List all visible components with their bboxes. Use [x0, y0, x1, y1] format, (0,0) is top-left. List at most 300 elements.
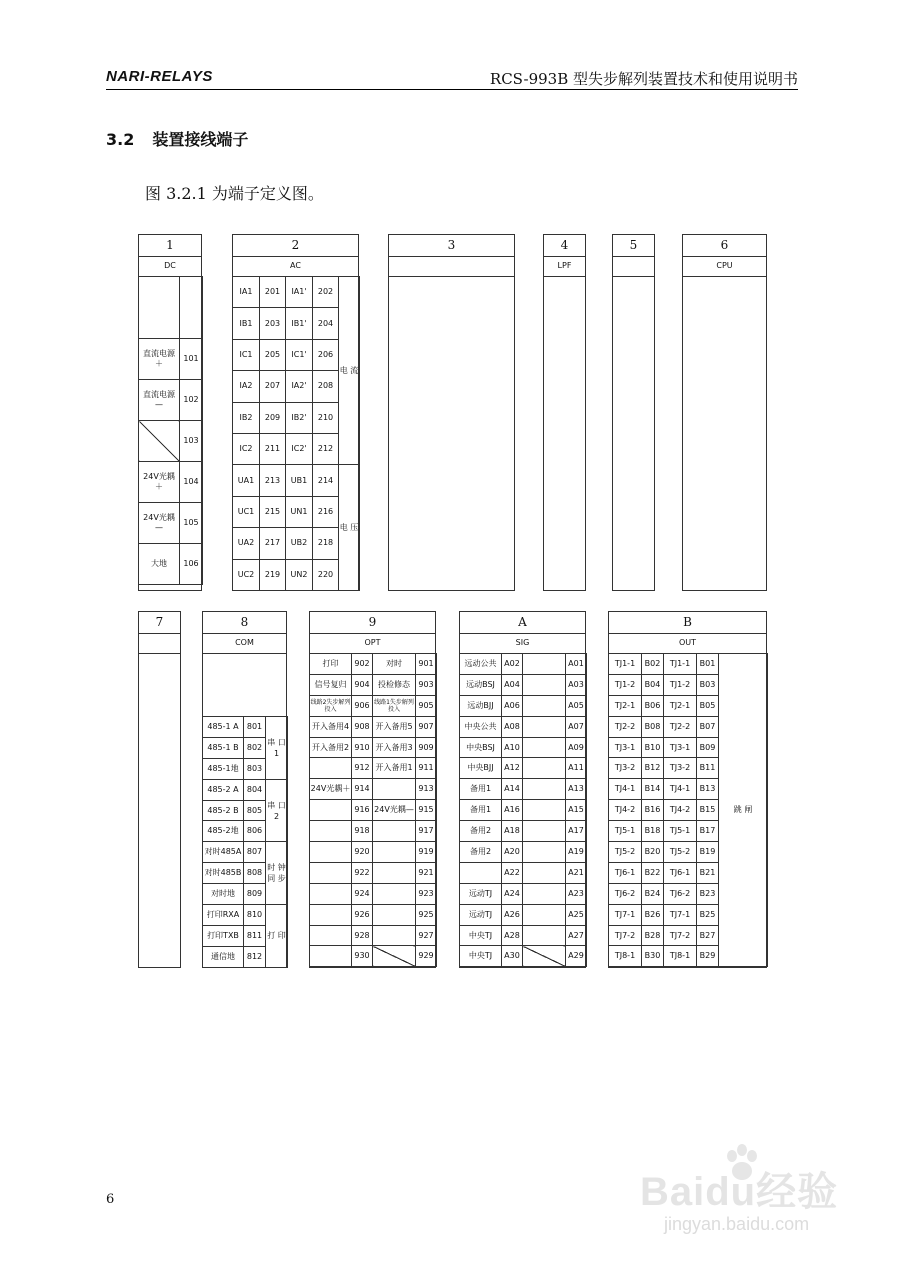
terminal-pin: A04 — [502, 674, 523, 695]
terminal-row — [139, 339, 203, 380]
section-heading — [106, 127, 248, 150]
header-brand: NARI-RELAYS — [106, 68, 213, 85]
terminal-pin: B02 — [642, 654, 664, 675]
terminal-name: TJ6-2 — [609, 883, 642, 904]
terminal-name: IB1 — [233, 308, 260, 339]
terminal-pin: 901 — [416, 654, 437, 675]
terminal-name: TJ7-2 — [664, 925, 697, 946]
terminal-name: 24V光耦— — [373, 800, 416, 821]
terminal-name — [373, 821, 416, 842]
terminal-row — [460, 716, 587, 737]
terminal-name: TJ1-2 — [664, 674, 697, 695]
terminal-row — [460, 758, 587, 779]
terminal-name: 打印RXA — [203, 905, 244, 926]
terminal-name: 备用2 — [460, 842, 502, 863]
intro-paragraph: 图 3.2.1 为端子定义图。 — [145, 184, 324, 203]
terminal-pin: 215 — [260, 496, 286, 527]
terminal-name: 远动BSJ — [460, 674, 502, 695]
terminal-name: 远动BJJ — [460, 695, 502, 716]
group-label: 串 口 1 — [266, 717, 288, 780]
terminal-pin: B28 — [642, 925, 664, 946]
terminal-pin: A26 — [502, 904, 523, 925]
terminal-pin: A12 — [502, 758, 523, 779]
terminal-name: 中央TJ — [460, 946, 502, 967]
terminal-row — [203, 842, 288, 863]
terminal-pin: B26 — [642, 904, 664, 925]
terminal-name — [523, 821, 566, 842]
terminal-pin: 803 — [244, 758, 266, 779]
terminal-pin: 219 — [260, 559, 286, 590]
board-8 — [202, 611, 287, 968]
board-label — [389, 256, 514, 277]
board-9 — [309, 611, 436, 968]
terminal-name — [523, 737, 566, 758]
terminal-pin: 921 — [416, 862, 437, 883]
terminal-pin: 213 — [260, 465, 286, 496]
terminal-name: 对时 — [373, 654, 416, 675]
terminal-row — [460, 862, 587, 883]
terminal-name: 直流电源 ＋ — [139, 339, 180, 380]
baidu-watermark — [640, 1148, 860, 1248]
terminal-name: TJ7-1 — [609, 904, 642, 925]
terminal-name: TJ1-1 — [664, 654, 697, 675]
terminal-name: TJ7-2 — [609, 925, 642, 946]
terminal-name: 485-2地 — [203, 821, 244, 842]
terminal-name: 开入备用4 — [310, 716, 352, 737]
terminal-name — [310, 883, 352, 904]
terminal-name: 485-1 B — [203, 737, 244, 758]
terminal-name — [523, 654, 566, 675]
board-7 — [138, 611, 181, 968]
terminal-pin: B27 — [697, 925, 719, 946]
terminal-pin: 801 — [244, 717, 266, 738]
terminal-pin: A20 — [502, 842, 523, 863]
terminal-row — [139, 544, 203, 585]
terminal-pin: 928 — [352, 925, 373, 946]
board-label: SIG — [460, 633, 585, 654]
group-label-trip: 跳 闸 — [719, 654, 768, 967]
board-number: 1 — [139, 235, 201, 257]
board-label — [139, 633, 180, 654]
terminal-row — [609, 654, 768, 675]
terminal-table — [232, 276, 360, 591]
terminal-name — [523, 946, 566, 967]
terminal-name: TJ2-1 — [609, 695, 642, 716]
terminal-pin: A08 — [502, 716, 523, 737]
terminal-name: 开入备用1 — [373, 758, 416, 779]
terminal-pin: 926 — [352, 904, 373, 925]
terminal-pin: 802 — [244, 737, 266, 758]
terminal-name — [310, 946, 352, 967]
terminal-pin: 907 — [416, 716, 437, 737]
terminal-name: 485-2 A — [203, 779, 244, 800]
terminal-name: IA2 — [233, 371, 260, 402]
board-number: 3 — [389, 235, 514, 257]
terminal-name: 打印TXB — [203, 925, 244, 946]
terminal-name: TJ8-1 — [664, 946, 697, 967]
header-title: RCS-993B 型失步解列装置技术和使用说明书 — [489, 70, 798, 88]
terminal-pin: B04 — [642, 674, 664, 695]
terminal-pin: 913 — [416, 779, 437, 800]
terminal-pin: B21 — [697, 862, 719, 883]
board-b — [608, 611, 767, 968]
terminal-pin: A06 — [502, 695, 523, 716]
terminal-pin: 209 — [260, 402, 286, 433]
terminal-pin: 810 — [244, 905, 266, 926]
terminal-name — [373, 779, 416, 800]
terminal-pin: 804 — [244, 779, 266, 800]
terminal-name — [310, 862, 352, 883]
terminal-pin: 903 — [416, 674, 437, 695]
terminal-pin: 203 — [260, 308, 286, 339]
terminal-pin: 916 — [352, 800, 373, 821]
terminal-name — [523, 883, 566, 904]
terminal-pin: 207 — [260, 371, 286, 402]
terminal-name: 信号复归 — [310, 674, 352, 695]
terminal-name: UC1 — [233, 496, 260, 527]
terminal-name: TJ8-1 — [609, 946, 642, 967]
terminal-name: TJ3-1 — [664, 737, 697, 758]
terminal-name — [523, 779, 566, 800]
terminal-pin: A14 — [502, 779, 523, 800]
terminal-name: UA2 — [233, 528, 260, 559]
group-label: 打 印 — [266, 905, 288, 968]
terminal-row — [310, 716, 437, 737]
terminal-name: 开入备用5 — [373, 716, 416, 737]
terminal-pin: 104 — [180, 462, 203, 503]
terminal-pin: B05 — [697, 695, 719, 716]
board-number: 7 — [139, 612, 180, 634]
board-4 — [543, 234, 586, 591]
terminal-pin: B06 — [642, 695, 664, 716]
terminal-pin: 811 — [244, 925, 266, 946]
terminal-name: UN1 — [286, 496, 313, 527]
terminal-pin: B19 — [697, 842, 719, 863]
terminal-pin: A23 — [566, 883, 587, 904]
terminal-name — [373, 904, 416, 925]
terminal-pin: 808 — [244, 863, 266, 884]
terminal-pin: A17 — [566, 821, 587, 842]
terminal-name: IA1 — [233, 277, 260, 308]
terminal-name — [373, 842, 416, 863]
terminal-name: UB1 — [286, 465, 313, 496]
board-label — [613, 256, 654, 277]
terminal-pin: 805 — [244, 800, 266, 821]
terminal-table — [459, 653, 587, 967]
terminal-pin: 103 — [180, 421, 203, 462]
terminal-name: 线路1失步解列投入 — [373, 695, 416, 716]
terminal-row — [310, 800, 437, 821]
terminal-pin: 206 — [313, 339, 339, 370]
terminal-name: TJ1-1 — [609, 654, 642, 675]
terminal-name: 24V光耦＋ — [310, 779, 352, 800]
terminal-name: IB2 — [233, 402, 260, 433]
terminal-table — [138, 276, 203, 585]
board-number: 5 — [613, 235, 654, 257]
terminal-pin: 105 — [180, 503, 203, 544]
terminal-name: TJ5-2 — [664, 842, 697, 863]
terminal-name — [310, 800, 352, 821]
board-number: 2 — [233, 235, 358, 257]
terminal-row — [310, 758, 437, 779]
terminal-row — [460, 821, 587, 842]
terminal-name — [310, 758, 352, 779]
terminal-name: 备用2 — [460, 821, 502, 842]
terminal-row — [460, 883, 587, 904]
terminal-row — [139, 277, 203, 339]
terminal-row — [310, 842, 437, 863]
terminal-pin: 210 — [313, 402, 339, 433]
terminal-name — [523, 904, 566, 925]
board-label: CPU — [683, 256, 766, 277]
terminal-row — [310, 654, 437, 675]
group-label: 时 钟 同 步 — [266, 842, 288, 905]
terminal-pin: B22 — [642, 862, 664, 883]
terminal-pin: B17 — [697, 821, 719, 842]
terminal-name — [523, 800, 566, 821]
terminal-pin: A13 — [566, 779, 587, 800]
terminal-pin: 220 — [313, 559, 339, 590]
terminal-name: TJ6-2 — [664, 883, 697, 904]
terminal-row — [310, 925, 437, 946]
terminal-row — [460, 737, 587, 758]
terminal-row — [310, 779, 437, 800]
terminal-pin: B11 — [697, 758, 719, 779]
board-label: LPF — [544, 256, 585, 277]
group-label-current: 电 流 — [339, 277, 360, 465]
terminal-pin: 920 — [352, 842, 373, 863]
terminal-pin: 902 — [352, 654, 373, 675]
terminal-name: TJ2-2 — [664, 716, 697, 737]
terminal-name: TJ6-1 — [664, 862, 697, 883]
header-rule — [106, 89, 798, 90]
terminal-name — [373, 862, 416, 883]
terminal-table — [202, 716, 288, 968]
watermark-logo-text: Baidu经验 — [640, 1170, 839, 1214]
terminal-name: TJ5-2 — [609, 842, 642, 863]
terminal-name — [523, 862, 566, 883]
board-label: OUT — [609, 633, 766, 654]
terminal-pin: B18 — [642, 821, 664, 842]
terminal-name: TJ4-2 — [609, 800, 642, 821]
terminal-name — [310, 842, 352, 863]
terminal-name: 远动TJ — [460, 883, 502, 904]
terminal-pin: B30 — [642, 946, 664, 967]
terminal-name — [523, 925, 566, 946]
terminal-name: TJ4-1 — [609, 779, 642, 800]
board-number: 8 — [203, 612, 286, 634]
terminal-pin: 201 — [260, 277, 286, 308]
terminal-pin: B01 — [697, 654, 719, 675]
terminal-name: IB1' — [286, 308, 313, 339]
terminal-name: 中央TJ — [460, 925, 502, 946]
terminal-name: 中央BSJ — [460, 737, 502, 758]
terminal-pin: B29 — [697, 946, 719, 967]
terminal-name — [523, 674, 566, 695]
terminal-pin: 202 — [313, 277, 339, 308]
terminal-table — [608, 653, 768, 967]
blank-cell — [180, 277, 203, 339]
terminal-name: 24V光耦 ＋ — [139, 462, 180, 503]
terminal-name — [310, 821, 352, 842]
terminal-pin: 216 — [313, 496, 339, 527]
terminal-row — [460, 946, 587, 967]
terminal-name — [523, 695, 566, 716]
terminal-name — [373, 946, 416, 967]
terminal-pin: 911 — [416, 758, 437, 779]
board-1 — [138, 234, 202, 591]
section-title: 装置接线端子 — [152, 130, 249, 149]
terminal-pin: A30 — [502, 946, 523, 967]
terminal-name: 中央公共 — [460, 716, 502, 737]
terminal-pin: 218 — [313, 528, 339, 559]
board-5 — [612, 234, 655, 591]
terminal-pin: A25 — [566, 904, 587, 925]
terminal-name — [310, 925, 352, 946]
terminal-pin: 807 — [244, 842, 266, 863]
terminal-pin: 918 — [352, 821, 373, 842]
terminal-table — [309, 653, 437, 967]
terminal-row — [203, 779, 288, 800]
terminal-row — [460, 779, 587, 800]
terminal-pin: 915 — [416, 800, 437, 821]
terminal-pin: 102 — [180, 380, 203, 421]
terminal-pin: B07 — [697, 716, 719, 737]
terminal-pin: A15 — [566, 800, 587, 821]
terminal-name: 开入备用2 — [310, 737, 352, 758]
terminal-name: UA1 — [233, 465, 260, 496]
board-number: A — [460, 612, 585, 634]
terminal-pin: B14 — [642, 779, 664, 800]
terminal-name: 对时地 — [203, 884, 244, 905]
terminal-row — [460, 904, 587, 925]
board-number: 9 — [310, 612, 435, 634]
terminal-name: TJ5-1 — [609, 821, 642, 842]
terminal-row — [460, 800, 587, 821]
terminal-name — [523, 842, 566, 863]
terminal-name: TJ2-1 — [664, 695, 697, 716]
terminal-row — [460, 674, 587, 695]
terminal-row — [460, 695, 587, 716]
terminal-pin: 217 — [260, 528, 286, 559]
watermark-url: jingyan.baidu.com — [664, 1214, 810, 1234]
terminal-row — [310, 862, 437, 883]
terminal-pin: 809 — [244, 884, 266, 905]
terminal-pin: 212 — [313, 433, 339, 464]
terminal-pin: B03 — [697, 674, 719, 695]
terminal-pin: A28 — [502, 925, 523, 946]
terminal-row — [310, 883, 437, 904]
terminal-row — [460, 842, 587, 863]
terminal-pin: A22 — [502, 862, 523, 883]
terminal-pin: A21 — [566, 862, 587, 883]
terminal-pin: 905 — [416, 695, 437, 716]
terminal-pin: B20 — [642, 842, 664, 863]
terminal-pin: B16 — [642, 800, 664, 821]
terminal-name — [523, 716, 566, 737]
terminal-pin: 927 — [416, 925, 437, 946]
terminal-pin: A09 — [566, 737, 587, 758]
terminal-name: TJ4-1 — [664, 779, 697, 800]
terminal-row — [310, 695, 437, 716]
terminal-pin: B10 — [642, 737, 664, 758]
terminal-pin: 101 — [180, 339, 203, 380]
terminal-row — [310, 946, 437, 967]
terminal-row — [460, 925, 587, 946]
terminal-name: UC2 — [233, 559, 260, 590]
terminal-pin: 925 — [416, 904, 437, 925]
board-label: COM — [203, 633, 286, 654]
terminal-pin: A11 — [566, 758, 587, 779]
terminal-pin: 208 — [313, 371, 339, 402]
terminal-row — [233, 465, 360, 496]
terminal-name: IA2' — [286, 371, 313, 402]
terminal-name: IB2' — [286, 402, 313, 433]
terminal-pin: A05 — [566, 695, 587, 716]
terminal-pin: 930 — [352, 946, 373, 967]
terminal-row — [310, 904, 437, 925]
board-label: DC — [139, 256, 201, 277]
terminal-row — [460, 654, 587, 675]
terminal-name: IC1' — [286, 339, 313, 370]
terminal-name: 24V光耦 — — [139, 503, 180, 544]
terminal-name — [139, 421, 180, 462]
terminal-name: IC2 — [233, 433, 260, 464]
terminal-pin: 204 — [313, 308, 339, 339]
terminal-pin: A27 — [566, 925, 587, 946]
terminal-pin: A29 — [566, 946, 587, 967]
terminal-name: 通信地 — [203, 946, 244, 967]
terminal-pin: A01 — [566, 654, 587, 675]
board-3 — [388, 234, 515, 591]
terminal-row — [139, 462, 203, 503]
terminal-name: UB2 — [286, 528, 313, 559]
board-number: B — [609, 612, 766, 634]
terminal-name: 远动公共 — [460, 654, 502, 675]
terminal-name: 投检修态 — [373, 674, 416, 695]
terminal-pin: 924 — [352, 883, 373, 904]
blank-cell — [139, 277, 180, 339]
terminal-pin: A18 — [502, 821, 523, 842]
terminal-name: TJ1-2 — [609, 674, 642, 695]
terminal-pin: 214 — [313, 465, 339, 496]
terminal-name: 485-1地 — [203, 758, 244, 779]
terminal-name: TJ3-2 — [664, 758, 697, 779]
terminal-pin: 211 — [260, 433, 286, 464]
terminal-name: 直流电源 — — [139, 380, 180, 421]
terminal-pin: A16 — [502, 800, 523, 821]
terminal-pin: A02 — [502, 654, 523, 675]
terminal-name: 线路2失步解列投入 — [310, 695, 352, 716]
terminal-name: TJ5-1 — [664, 821, 697, 842]
board-number: 6 — [683, 235, 766, 257]
terminal-row — [203, 717, 288, 738]
terminal-name: 打印 — [310, 654, 352, 675]
terminal-pin: 812 — [244, 946, 266, 967]
terminal-pin: B09 — [697, 737, 719, 758]
terminal-pin: 806 — [244, 821, 266, 842]
terminal-name: UN2 — [286, 559, 313, 590]
terminal-pin: 106 — [180, 544, 203, 585]
terminal-name: TJ7-1 — [664, 904, 697, 925]
terminal-name — [310, 904, 352, 925]
terminal-name: TJ3-2 — [609, 758, 642, 779]
terminal-pin: 912 — [352, 758, 373, 779]
terminal-name: 远动TJ — [460, 904, 502, 925]
terminal-pin: B13 — [697, 779, 719, 800]
terminal-pin: 917 — [416, 821, 437, 842]
terminal-pin: 929 — [416, 946, 437, 967]
